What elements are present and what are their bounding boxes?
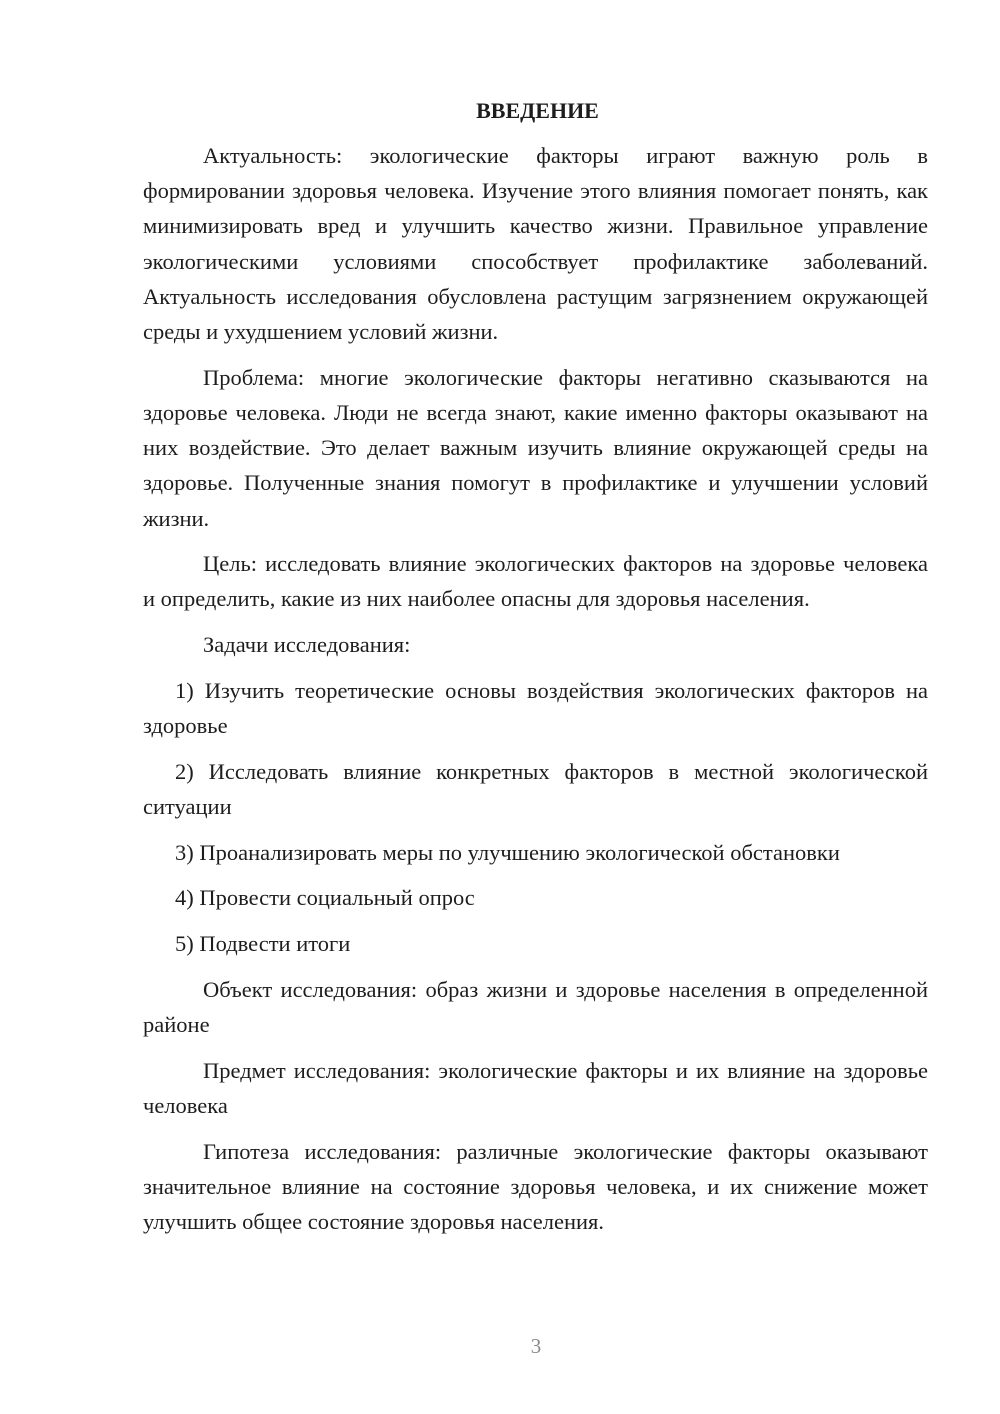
hypothesis-paragraph: Гипотеза исследования: различные экологические факторы оказывают значительное влияние на состояние здоровья человека, и их снижение может улучшить общее состояние здоровья населения. [143, 1138, 928, 1234]
subject-paragraph: Предмет исследования: экологические факторы и их влияние на здоровье человека [143, 1057, 928, 1118]
problem-paragraph: Проблема: многие экологические факторы негативно сказываются на здоровье человека. Люди не всегда знают, какие именно факторы оказывают на них воздействие. Это делает важным изучить влияние окружающей среды на здоровье. Полученные знания помогут в профилактике и улучшении условий жизни. [143, 364, 928, 531]
page-number: 3 [530, 1334, 542, 1358]
task-item-3: 3) Проанализировать меры по улучшению экологической обстановки [175, 839, 840, 865]
task-item-4: 4) Провести социальный опрос [175, 885, 475, 911]
tasks-heading: Задачи исследования: [203, 632, 411, 658]
page-title: ВВЕДЕНИЕ [476, 98, 599, 123]
object-paragraph: Объект исследования: образ жизни и здоровье населения в определенной районе [143, 976, 928, 1037]
page-content [143, 96, 928, 1250]
goal-paragraph: Цель: исследовать влияние экологических факторов на здоровье человека и определить, какие из них наиболее опасны для здоровья населения. [143, 551, 928, 612]
task-item-5: 5) Подвести итоги [175, 931, 351, 957]
task-item-1: 1) Изучить теоретические основы воздействия экологических факторов на здоровье [143, 677, 928, 739]
relevance-paragraph: Актуальность: экологические факторы играют важную роль в формировании здоровья человека. Изучение этого влияния помогает понять, как минимизировать вред и улучшить качество жизни. Правильное управление экологическими условиями способствует профилактике заболеваний. Актуальность исследования обусловлена растущим загрязнением окружающей среды и ухудшением условий жизни. [143, 143, 928, 345]
task-item-2: 2) Исследовать влияние конкретных факторов в местной экологической ситуации [143, 758, 928, 819]
